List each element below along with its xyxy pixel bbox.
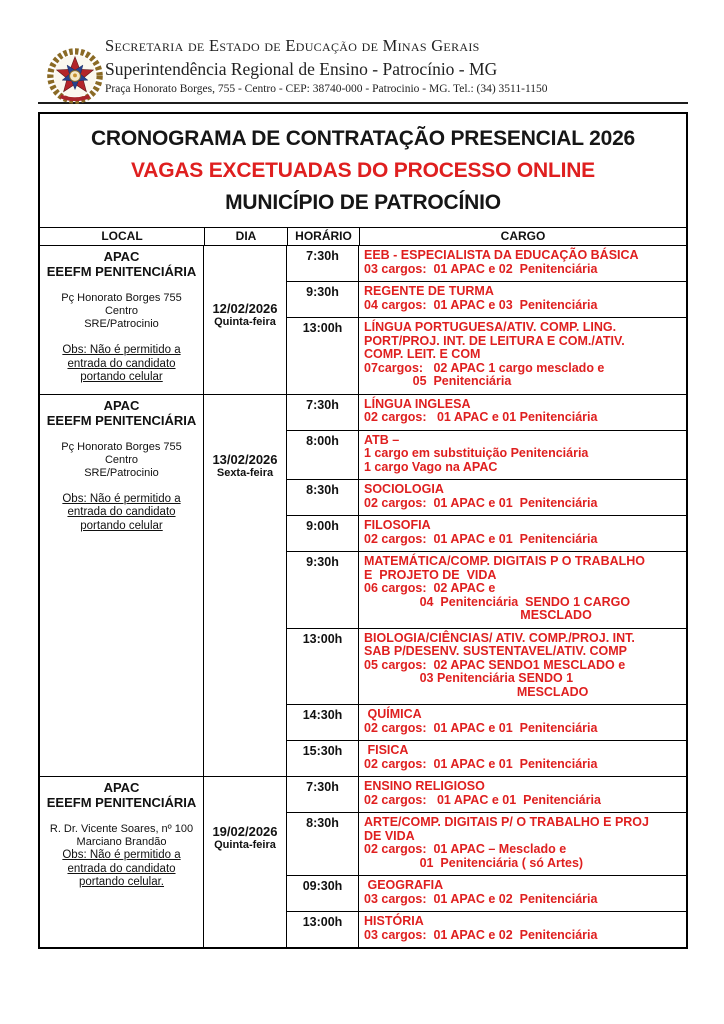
- cargo-line: 03 cargos: 01 APAC e 02 Penitenciária: [364, 891, 598, 906]
- local-address-line: R. Dr. Vicente Soares, nº 100: [49, 823, 194, 835]
- cargo-line: ENSINO RELIGIOSO: [364, 779, 485, 793]
- cargo-cell: [359, 876, 686, 911]
- time-row: [287, 318, 686, 394]
- cargo-line: DE VIDA: [364, 828, 415, 843]
- local-obs-line: Obs: Não é permitido a: [62, 492, 181, 505]
- schedule-group: [40, 395, 686, 778]
- coat-of-arms-icon: [46, 47, 104, 105]
- title-block: [40, 114, 686, 228]
- time-row: [287, 431, 686, 481]
- cargo-cell: [359, 777, 686, 812]
- local-address-line: Pç Honorato Borges 755: [61, 292, 182, 304]
- cargo-cell: [359, 318, 686, 394]
- letterhead-text: [105, 36, 688, 96]
- local-obs-line: portando celular: [80, 371, 163, 383]
- cargo-line: 02 cargos: 01 APAC e 01 Penitenciária: [364, 756, 598, 771]
- cargo-line: LÍNGUA PORTUGUESA/ATIV. COMP. LING.: [364, 320, 617, 334]
- cargo-line: E PROJETO DE VIDA: [364, 567, 497, 582]
- local-cell: [40, 777, 204, 947]
- time-row: [287, 876, 686, 912]
- cargo-line: ATB –: [364, 432, 400, 447]
- time-cell: 8:00h: [287, 431, 359, 480]
- cargo-line: MESCLADO: [364, 684, 589, 699]
- local-name-block: [41, 398, 202, 428]
- cargo-line: LÍNGUA INGLESA: [364, 396, 471, 411]
- local-address-line: Centro: [104, 305, 139, 317]
- cargo-line: 01 Penitenciária ( só Artes): [364, 855, 584, 870]
- local-address-line: Centro: [104, 453, 139, 466]
- cargo-line: GEOGRAFIA: [364, 878, 444, 892]
- dia-weekday: Quinta-feira: [214, 316, 276, 328]
- column-header-local: LOCAL: [101, 229, 143, 243]
- local-cell: [40, 395, 204, 777]
- local-name-line: EEEFM PENITENCIÁRIA: [46, 412, 197, 428]
- time-cell: 8:30h: [287, 813, 359, 875]
- time-row: [287, 282, 686, 318]
- cargo-line: 02 cargos: 01 APAC e 01 Penitenciária: [364, 410, 598, 424]
- cargo-line: COMP. LEIT. E COM: [364, 347, 481, 361]
- cargo-line: MATEMÁTICA/COMP. DIGITAIS P O TRABALHO: [364, 554, 646, 568]
- cargo-line: SOCIOLOGIA: [364, 482, 444, 496]
- cargo-line: 04 cargos: 01 APAC e 03 Penitenciária: [364, 297, 598, 312]
- time-row: [287, 395, 686, 431]
- time-cell: 9:00h: [287, 516, 359, 551]
- local-obs-line: entrada do candidato: [67, 862, 176, 875]
- time-rows: [287, 246, 686, 394]
- time-rows: [287, 777, 686, 947]
- division-name: Superintendência Regional de Ensino - Patrocínio - MG: [105, 59, 498, 79]
- cargo-line: PORT/PROJ. INT. DE LEITURA E COM./ATIV.: [364, 333, 625, 348]
- dia-date: 19/02/2026: [212, 824, 278, 839]
- dia-cell: [204, 246, 287, 394]
- cargo-line: 03 Penitenciária SENDO 1: [364, 671, 574, 685]
- cargo-cell: [359, 912, 686, 947]
- time-row: [287, 629, 686, 706]
- cargo-line: FILOSOFIA: [364, 518, 431, 532]
- time-cell: 8:30h: [287, 480, 359, 515]
- time-cell: 15:30h: [287, 741, 359, 776]
- subtitle-red: VAGAS EXCETUADAS DO PROCESSO ONLINE: [130, 159, 595, 182]
- schedule-group: [40, 777, 686, 947]
- cargo-line: 1 cargo em substituição Penitenciária: [364, 446, 589, 460]
- cargo-cell: [359, 552, 686, 628]
- cargo-line: 04 Penitenciária SENDO 1 CARGO: [364, 594, 631, 609]
- cargo-line: 02 cargos: 01 APAC e 01 Penitenciária: [364, 720, 598, 735]
- time-row: [287, 813, 686, 876]
- local-name-block: [41, 780, 202, 810]
- dia-cell: [204, 777, 287, 947]
- cargo-line: 05 Penitenciária: [364, 374, 512, 388]
- local-address-line: SRE/Patrocinio: [84, 466, 159, 479]
- cargo-line: REGENTE DE TURMA: [364, 284, 494, 298]
- time-cell: 13:00h: [287, 912, 359, 947]
- cargo-line: 02 cargos: 01 APAC e 01 Penitenciária: [364, 531, 598, 546]
- time-rows: [287, 395, 686, 777]
- time-cell: 9:30h: [287, 282, 359, 317]
- local-cell: [40, 246, 204, 394]
- local-obs-line: portando celular.: [78, 876, 165, 888]
- time-cell: 13:00h: [287, 318, 359, 394]
- cargo-line: MESCLADO: [364, 608, 592, 622]
- local-obs-line: portando celular: [80, 519, 163, 532]
- document-title: CRONOGRAMA DE CONTRATAÇÃO PRESENCIAL 2026: [90, 127, 636, 150]
- time-cell: 13:00h: [287, 629, 359, 705]
- time-row: [287, 741, 686, 776]
- cargo-line: 1 cargo Vago na APAC: [364, 459, 498, 474]
- time-cell: 09:30h: [287, 876, 359, 911]
- schedule-group: [40, 246, 686, 395]
- local-obs-line: entrada do candidato: [67, 357, 176, 370]
- local-address-line: SRE/Patrocinio: [84, 318, 159, 330]
- cargo-line: 03 cargos: 01 APAC e 02 Penitenciária: [364, 261, 598, 276]
- time-row: [287, 246, 686, 282]
- time-row: [287, 552, 686, 629]
- local-address-line: Pç Honorato Borges 755: [61, 440, 182, 453]
- time-row: [287, 705, 686, 741]
- cargo-cell: [359, 246, 686, 281]
- cargo-cell: [359, 705, 686, 740]
- local-address-line: [41, 480, 202, 493]
- cargo-cell: [359, 431, 686, 480]
- cargo-line: 02 cargos: 01 APAC – Mesclado e: [364, 842, 567, 856]
- local-name-line: APAC: [103, 397, 140, 413]
- dia-date: 13/02/2026: [212, 451, 278, 467]
- column-header-dia: DIA: [204, 228, 287, 245]
- municipality-title: MUNICÍPIO DE PATROCÍNIO: [225, 191, 501, 214]
- cargo-cell: [359, 629, 686, 705]
- cargo-line: 03 cargos: 01 APAC e 02 Penitenciária: [364, 927, 598, 942]
- cargo-line: EEB - ESPECIALISTA DA EDUCAÇÃO BÁSICA: [364, 248, 639, 262]
- local-obs-line: Obs: Não é permitido a: [62, 849, 181, 861]
- time-row: [287, 516, 686, 552]
- local-name-line: APAC: [103, 780, 140, 795]
- cargo-line: BIOLOGIA/CIÊNCIAS/ ATIV. COMP./PROJ. INT.: [364, 630, 635, 645]
- local-address-line: [41, 331, 202, 344]
- cargo-line: HISTÓRIA: [364, 914, 424, 928]
- column-header-horario: HORÁRIO: [287, 228, 359, 245]
- local-address-line: Marciano Brandão: [76, 836, 167, 848]
- time-cell: 14:30h: [287, 705, 359, 740]
- dia-weekday: Sexta-feira: [216, 466, 274, 479]
- dia-cell: [204, 395, 287, 777]
- table-header-row: [40, 228, 686, 246]
- cargo-cell: [359, 395, 686, 430]
- local-name-line: APAC: [103, 249, 140, 264]
- cargo-line: QUÍMICA: [364, 707, 422, 721]
- cargo-line: 05 cargos: 02 APAC SENDO1 MESCLADO e: [364, 657, 626, 672]
- column-header-cargo: CARGO: [359, 228, 686, 245]
- address-line: Praça Honorato Borges, 755 - Centro - CEP: 38740-000 - Patrocinio - MG. Tel.: (34) 3511-1150: [105, 83, 548, 95]
- letterhead: [38, 36, 688, 98]
- time-cell: 7:30h: [287, 246, 359, 281]
- dia-weekday: Quinta-feira: [214, 839, 276, 851]
- cargo-line: 02 cargos: 01 APAC e 01 Penitenciária: [364, 495, 598, 510]
- dia-date: 12/02/2026: [212, 301, 278, 316]
- time-cell: 9:30h: [287, 552, 359, 628]
- local-obs-line: Obs: Não é permitido a: [62, 344, 181, 356]
- local-name-line: EEEFM PENITENCIÁRIA: [46, 795, 197, 810]
- time-row: [287, 912, 686, 947]
- cargo-cell: [359, 282, 686, 317]
- schedule-body: [40, 246, 686, 947]
- local-name-line: EEEFM PENITENCIÁRIA: [46, 264, 197, 279]
- cargo-cell: [359, 480, 686, 515]
- org-name: Secretaria de Estado de Educação de Minas Gerais: [105, 36, 480, 55]
- time-cell: 7:30h: [287, 395, 359, 430]
- cargo-line: ARTE/COMP. DIGITAIS P/ O TRABALHO E PROJ: [364, 815, 649, 829]
- time-row: [287, 480, 686, 516]
- local-name-block: [41, 249, 202, 279]
- time-cell: 7:30h: [287, 777, 359, 812]
- time-row: [287, 777, 686, 813]
- cargo-line: FISICA: [364, 743, 409, 757]
- schedule-table: [38, 112, 688, 949]
- cargo-line: SAB P/DESENV. SUSTENTAVEL/ATIV. COMP: [364, 644, 628, 658]
- header-separator: [38, 102, 688, 104]
- cargo-cell: [359, 741, 686, 776]
- cargo-line: 07cargos: 02 APAC 1 cargo mesclado e: [364, 360, 605, 375]
- cargo-line: 02 cargos: 01 APAC e 01 Penitenciária: [364, 792, 601, 807]
- cargo-cell: [359, 813, 686, 875]
- cargo-cell: [359, 516, 686, 551]
- cargo-line: 06 cargos: 02 APAC e: [364, 581, 496, 595]
- local-obs-line: entrada do candidato: [67, 506, 176, 518]
